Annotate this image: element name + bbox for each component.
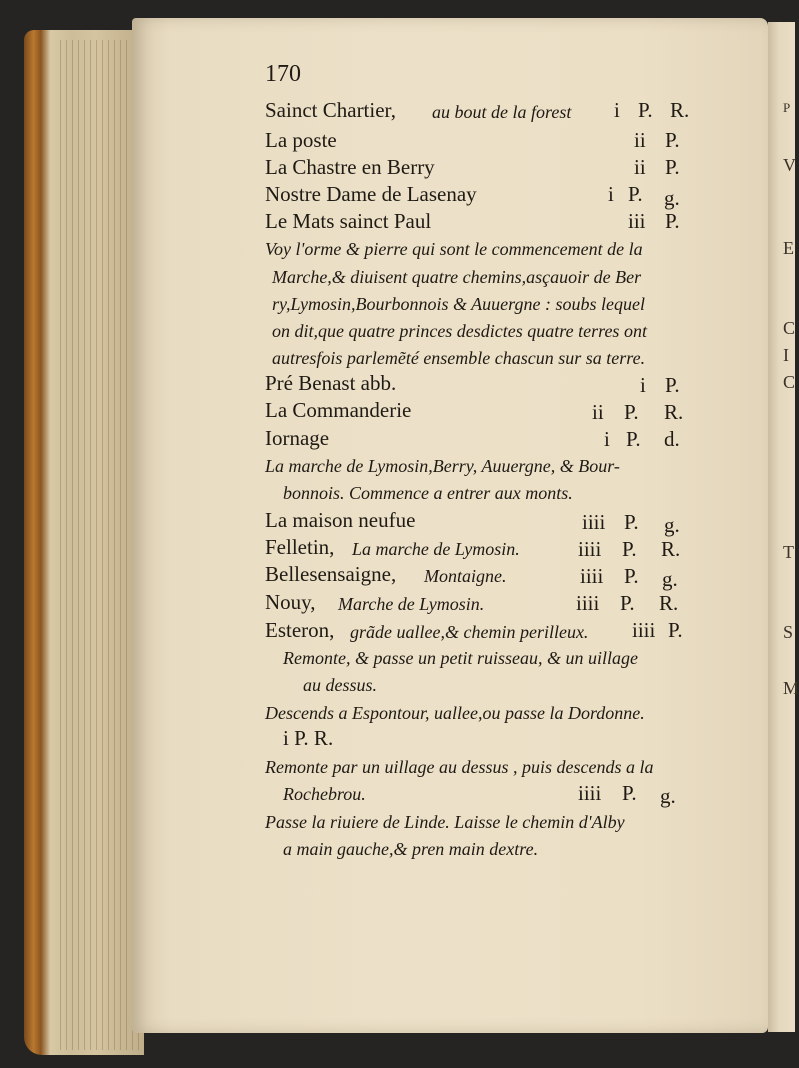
route-note: Remonte par un uillage au dessus , puis descends a la: [265, 757, 654, 777]
distance-unit: P.: [624, 564, 639, 588]
route-mark: R.: [670, 98, 690, 122]
route-distance: i P. R.: [283, 726, 334, 750]
route-note: bonnois. Commence a entrer aux monts.: [283, 483, 573, 503]
distance-unit: P.: [665, 128, 680, 152]
distance: iiii: [576, 591, 600, 615]
route-mark: g.: [664, 186, 680, 210]
distance: iii: [628, 209, 646, 233]
distance: iiii: [632, 618, 656, 642]
route-note: La marche de Lymosin,Berry, Auuergne, & Bour-: [265, 456, 620, 476]
route-note: a main gauche,& pren main dextre.: [283, 839, 539, 859]
distance: ii: [592, 400, 604, 424]
route-note: Rochebrou.: [283, 784, 366, 804]
place-name: Sainct Chartier,: [265, 98, 396, 122]
facing-letter: I: [783, 345, 789, 365]
place-note: au bout de la forest: [432, 102, 572, 122]
distance-unit: P.: [622, 781, 637, 805]
route-note: autresfois parlemẽté ensemble chascun sur sa terre.: [272, 348, 646, 368]
distance: iiii: [580, 564, 604, 588]
place-name: La Chastre en Berry: [265, 155, 435, 179]
place-name: Felletin,: [265, 535, 335, 559]
distance-unit: P.: [628, 182, 643, 206]
distance-unit: P.: [624, 400, 639, 424]
distance-unit: P.: [626, 427, 641, 451]
facing-letter: S: [783, 622, 794, 642]
place-name: Iornage: [265, 426, 330, 450]
route-note: Marche,& diuisent quatre chemins,asçauoir de Ber: [272, 267, 642, 287]
route-note: Passe la riuiere de Linde. Laisse le chemin d'Alby: [265, 812, 625, 832]
place-name: Nostre Dame de Lasenay: [265, 182, 477, 206]
facing-letter: C: [783, 372, 796, 392]
place-name: La maison neufue: [265, 508, 416, 532]
distance-unit: P.: [624, 510, 639, 534]
distance: ii: [634, 128, 646, 152]
distance-unit: P.: [622, 537, 637, 561]
route-mark: R.: [661, 537, 681, 561]
distance: iiii: [582, 510, 606, 534]
distance: iiii: [578, 537, 602, 561]
page-edges: [60, 40, 140, 1050]
distance-unit: P.: [638, 98, 653, 122]
route-mark: g.: [660, 784, 676, 808]
distance-unit: P.: [665, 373, 680, 397]
distance-unit: P.: [620, 591, 635, 615]
route-mark: R.: [659, 591, 679, 615]
distance: ii: [634, 155, 646, 179]
route-note: on dit,que quatre princes desdictes quatre terres ont: [272, 321, 647, 341]
place-name: Pré Benast abb.: [265, 371, 397, 395]
facing-letter: T: [783, 542, 794, 562]
place-name: Le Mats sainct Paul: [265, 209, 432, 233]
route-mark: g.: [662, 567, 678, 591]
distance: i: [604, 427, 610, 451]
facing-letter: C: [783, 318, 796, 338]
facing-letter: V: [783, 155, 796, 175]
route-note: Descends a Espontour, uallee,ou passe la Dordonne.: [265, 703, 645, 723]
distance: i: [640, 373, 646, 397]
route-mark: g.: [664, 513, 680, 537]
route-note: Remonte, & passe un petit ruisseau, & un uillage: [283, 648, 638, 668]
place-note: La marche de Lymosin.: [352, 539, 520, 559]
route-note: au dessus.: [303, 675, 378, 695]
place-name: La poste: [265, 128, 337, 152]
route-note: Voy l'orme & pierre qui sont le commencement de la: [265, 239, 643, 259]
place-name: Bellesensaigne,: [265, 562, 397, 586]
place-note: Montaigne.: [424, 566, 507, 586]
distance: i: [614, 98, 620, 122]
place-name: Esteron,: [265, 618, 335, 642]
facing-letter: E: [783, 238, 794, 258]
page-number: 170: [265, 61, 301, 87]
route-mark: d.: [664, 427, 680, 451]
place-name: Nouy,: [265, 590, 316, 614]
place-note: Marche de Lymosin.: [338, 594, 485, 614]
facing-letter: M: [783, 678, 799, 698]
distance-unit: P.: [665, 155, 680, 179]
distance: i: [608, 182, 614, 206]
facing-letter: P: [783, 100, 791, 115]
route-note: ry,Lymosin,Bourbonnois & Auuergne : soubs lequel: [272, 294, 645, 314]
place-name: La Commanderie: [265, 398, 412, 422]
route-mark: R.: [664, 400, 684, 424]
place-note: grãde uallee,& chemin perilleux.: [350, 622, 589, 642]
distance-unit: P.: [668, 618, 683, 642]
distance-unit: P.: [665, 209, 680, 233]
distance: iiii: [578, 781, 602, 805]
